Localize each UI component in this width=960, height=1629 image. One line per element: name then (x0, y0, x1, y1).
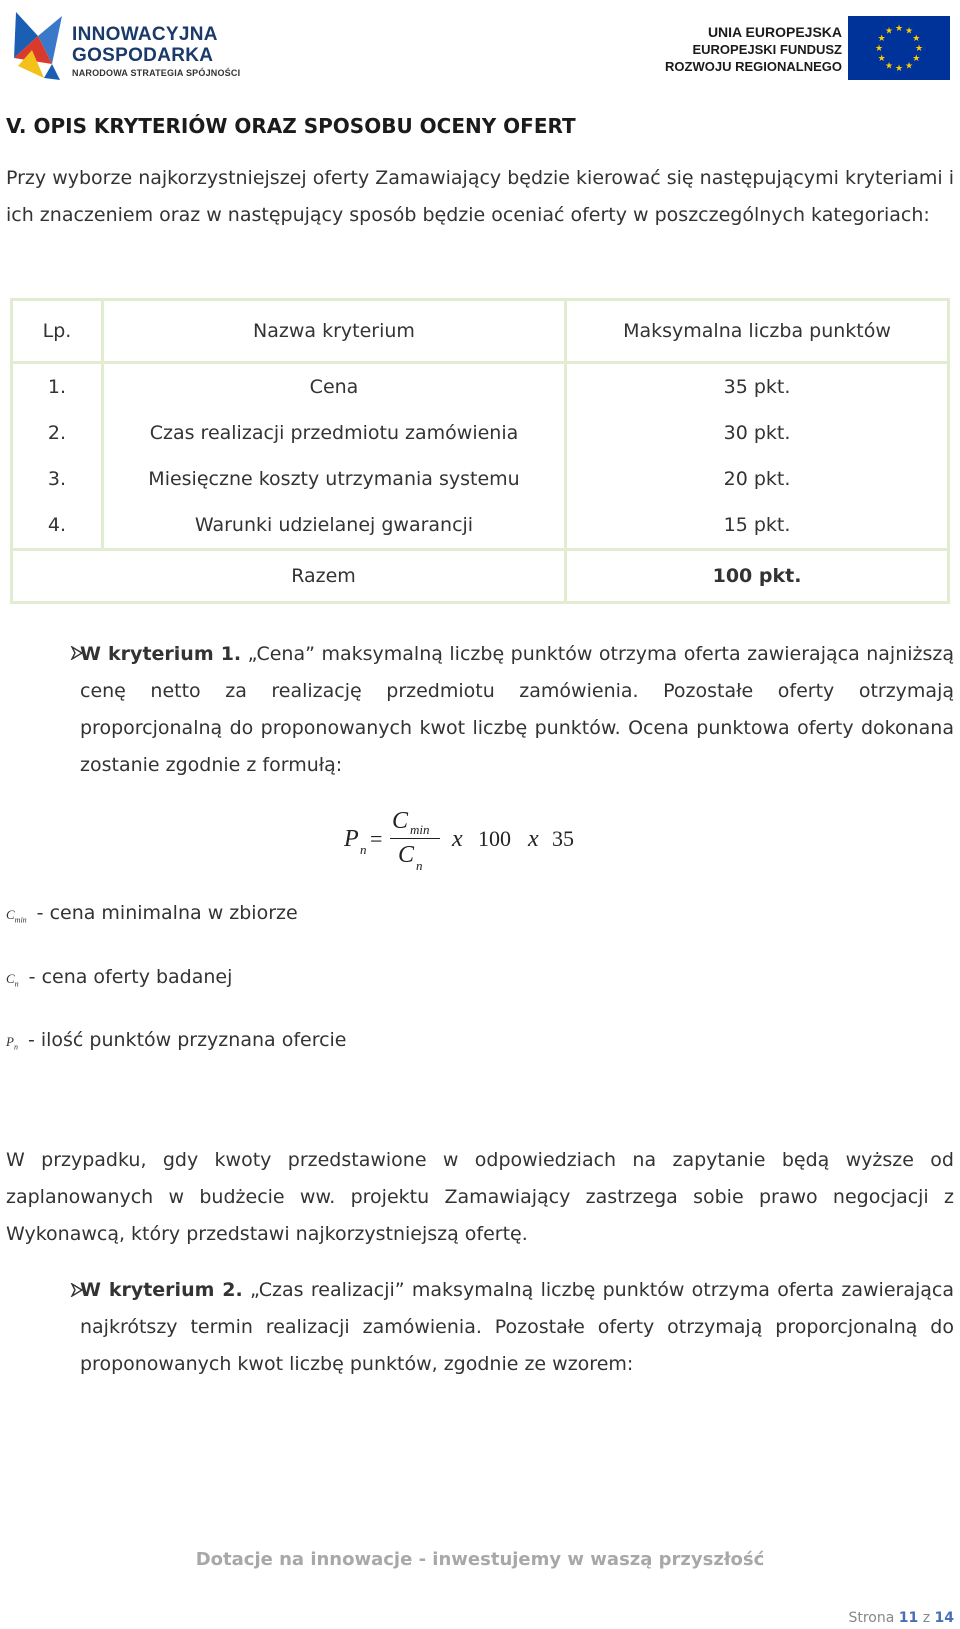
legend-description: - cena oferty badanej (28, 966, 233, 988)
formula-times-1: x (452, 826, 463, 852)
eu-star-icon: ★ (877, 34, 886, 44)
formula-constant-100: 100 (478, 826, 511, 851)
row-criterion: Cena (103, 363, 566, 411)
formula-times-2: x (528, 826, 539, 852)
eu-logo-line1: UNIA EUROPEJSKA (707, 24, 842, 40)
criteria-table (10, 298, 950, 604)
legend-symbol: $P_n$ (6, 1034, 18, 1052)
page-prefix: Strona (848, 1610, 895, 1626)
legend-symbol: $C_n$ (6, 971, 19, 989)
header-lp: Lp. (12, 300, 103, 363)
header-criterion-name: Nazwa kryterium (103, 300, 566, 363)
legend-description: - ilość punktów przyznana ofercie (27, 1029, 347, 1051)
formula-constant-35: 35 (552, 826, 574, 851)
eu-logo-line3: ROZWOJU REGIONALNEGO (665, 59, 842, 74)
row-lp: 2. (12, 410, 103, 456)
eu-flag-icon (848, 16, 950, 80)
negotiation-note-paragraph: W przypadku, gdy kwoty przedstawione w odpowiedziach na zapytanie będą wyższe od zaplanowanych w budżecie ww. projektu Zamawiający zastrzega sobie prawo negocjacji z Wykonawcą, który przedstawi najkorzystniejszą ofertę. (6, 1149, 954, 1245)
eu-star-icon: ★ (877, 54, 886, 64)
ig-logo-text (72, 24, 240, 80)
ig-logo-line1: INNOWACYJNA (72, 24, 218, 45)
criterion-1-text: „Cena” maksymalną liczbę punktów otrzyma oferta zawierająca najniższą cenę netto za realizację przedmiotu zamówienia. Pozostałe oferty otrzymają proporcjonalną do proponowanych kwot liczbę punktów. Ocena punktowa oferty dokonana zostanie zgodnie z formułą: (80, 643, 954, 776)
footer-slogan: Dotacje na innowacje - inwestujemy w waszą przyszłość (195, 1549, 765, 1570)
header-max-points: Maksymalna liczba punktów (566, 300, 949, 363)
table-row (12, 363, 949, 411)
formula-lhs-sub: n (360, 842, 367, 857)
table-total-row (12, 550, 949, 603)
legend-pn (6, 1029, 347, 1052)
eu-star-icon: ★ (884, 26, 894, 37)
eu-star-icon: ★ (904, 61, 914, 72)
eu-logo-text (665, 24, 842, 75)
row-points: 30 pkt. (566, 410, 949, 456)
row-lp: 1. (12, 363, 103, 411)
innowacyjna-gospodarka-logo (8, 6, 248, 84)
criterion-1-paragraph (80, 636, 954, 784)
row-points: 15 pkt. (566, 502, 949, 550)
formula-numerator-sub: min (410, 822, 430, 837)
page-number (848, 1610, 954, 1626)
ig-logo-line3: NARODOWA STRATEGIA SPÓJNOŚCI (72, 68, 241, 78)
section-heading: V. OPIS KRYTERIÓW ORAZ SPOSOBU OCENY OFERT (6, 114, 576, 138)
eu-star-icon: ★ (894, 64, 904, 74)
table-row (12, 502, 949, 550)
row-criterion: Czas realizacji przedmiotu zamówienia (103, 410, 566, 456)
row-criterion: Miesięczne koszty utrzymania systemu (103, 456, 566, 502)
row-points: 20 pkt. (566, 456, 949, 502)
table-row (12, 456, 949, 502)
total-label: Razem (12, 550, 566, 603)
row-lp: 3. (12, 456, 103, 502)
eu-star-icon: ★ (904, 26, 914, 37)
formula-fraction-bar (390, 838, 440, 839)
criterion-2-text: „Czas realizacji” maksymalną liczbę punktów otrzyma oferta zawierająca najkrótszy termin realizacji zamówienia. Pozostałe oferty otrzymają proporcjonalną do proponowanych kwot liczbę punktów, zgodnie ze wzorem: (80, 1279, 954, 1375)
formula-denominator: C (398, 842, 415, 868)
page-total: 14 (934, 1610, 954, 1626)
eu-star-icon: ★ (912, 34, 921, 44)
row-points: 35 pkt. (566, 363, 949, 411)
row-lp: 4. (12, 502, 103, 550)
legend-cn (6, 966, 232, 989)
row-criterion: Warunki udzielanej gwarancji (103, 502, 566, 550)
formula-denominator-sub: n (416, 858, 423, 873)
intro-paragraph: Przy wyborze najkorzystniejszej oferty Zamawiający będzie kierować się następującymi kryteriami i ich znaczeniem oraz w następujący sposób będzie oceniać oferty w poszczególnych kategoriach: (6, 167, 954, 226)
table-row (12, 410, 949, 456)
formula-numerator: C (392, 808, 409, 834)
points-formula (344, 808, 644, 878)
table-header-row (12, 300, 949, 363)
legend-symbol: $C_{min}$ (6, 907, 27, 925)
ig-logo-line2: GOSPODARKA (72, 45, 214, 66)
page-current: 11 (898, 1610, 919, 1626)
criterion-2-lead: W kryterium 2. (80, 1279, 243, 1301)
eu-star-icon: ★ (912, 54, 921, 64)
formula-equals: = (370, 826, 383, 851)
eu-star-icon: ★ (874, 44, 884, 54)
eu-star-icon: ★ (884, 61, 894, 72)
total-value: 100 pkt. (566, 550, 949, 603)
criterion-1-lead: W kryterium 1. (80, 643, 242, 665)
formula-lhs: P (344, 826, 359, 852)
eu-logo-line2: EUROPEJSKI FUNDUSZ (692, 42, 842, 57)
legend-cmin (6, 902, 298, 925)
legend-description: - cena minimalna w zbiorze (36, 902, 298, 924)
eu-star-icon: ★ (914, 44, 924, 54)
criterion-2-paragraph (80, 1272, 954, 1383)
ig-logo-mark-icon (8, 6, 68, 84)
eu-star-icon: ★ (894, 24, 904, 34)
page-separator: z (922, 1610, 931, 1626)
